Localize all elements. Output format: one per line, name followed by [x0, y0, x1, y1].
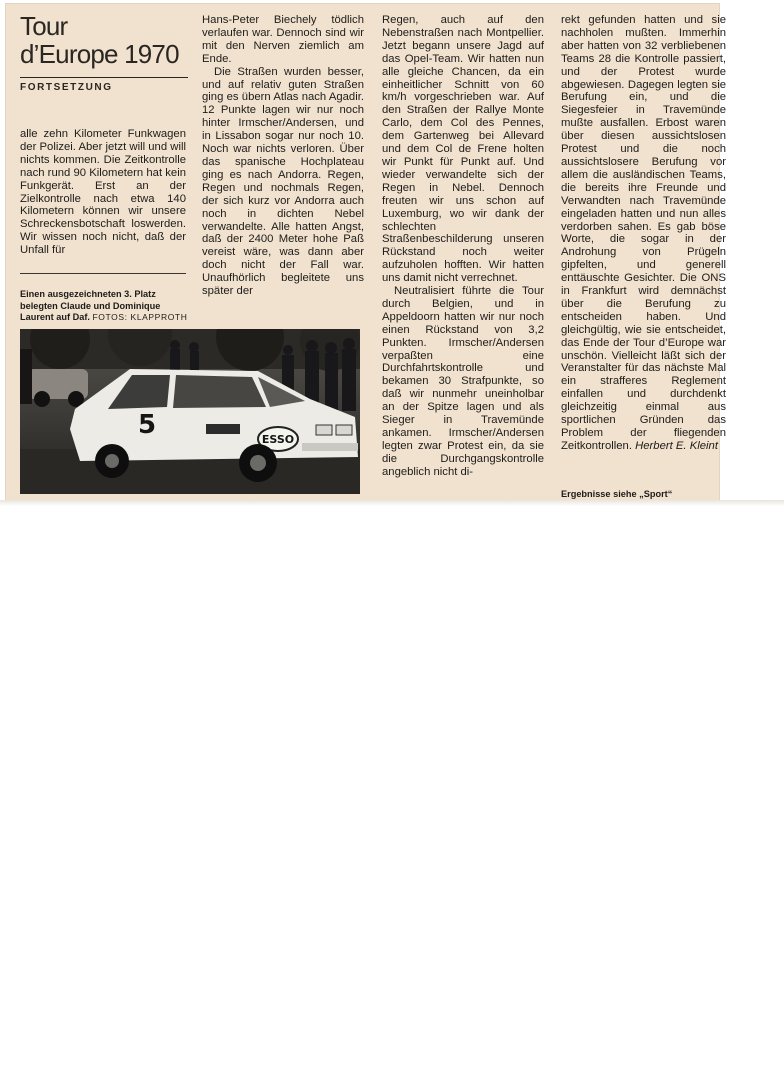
column-1-text: alle zehn Kilometer Funkwagen der Polizei. Aber jetzt will und will nichts kommen. Die Zeitkontrolle nach rund 90 Kilometern hat kein Funkgerät. Erst an der Zielkontrolle nach etwa 140 Kilometern können wir unsere Schreckensbotschaft loswerden. Wir wissen noch nicht, daß der Unfall für — [20, 128, 186, 257]
results-note: Ergebnisse siehe „Sport“ — [561, 489, 673, 499]
author-signoff: Herbert E. Kleint — [635, 439, 718, 452]
article-title — [20, 12, 190, 68]
article-kicker: FORTSETZUNG — [20, 82, 113, 93]
column-3 — [382, 14, 544, 479]
caption-text: Einen ausgezeichneten 3. Platz belegten Claude und Dominique Laurent auf Daf. — [20, 289, 161, 322]
column-4-text — [561, 14, 726, 453]
photo-credit: FOTOS: KLAPPROTH — [92, 312, 188, 322]
column-2-paragraph-2: Die Straßen wurden besser, und auf relativ guten Straßen ging es übern Atlas nach Agadir. 12 Punkte lagen wir nur noch hinter Irmscher/Andersen, und in Lissabon sogar nur noch 10. Noch war nichts verloren. Über das spanische Hochplateau ging es nach Andorra. Regen, Regen und nochmals Regen, der sich kurz vor Andorra auch noch in dichten Nebel verwandelte. Alle hatten Angst, daß der 2400 Meter hohe Paß vereist wäre, was dann aber doch nicht der Fall war. Unaufhörlich begleitete uns später der — [202, 65, 364, 298]
title-line-1: Tour — [20, 11, 68, 41]
sponsor-logo: ESSO — [261, 433, 295, 446]
page-background-edge — [0, 500, 784, 506]
column-4-body: rekt gefunden hatten und sie nachholen mußten. Immerhin aber hatten von 32 verbliebenen Teams 28 die Kontrolle passiert, und der Protest wurde abgewiesen. Dagegen legten sie Berufung ein, und die Siegesfeier in Travemünde mußte ausfallen. Erbost waren über diesen aussichtslosen Protest und die noch aussichtslosere Berufung vor allem die ausländischen Teams, die bereits ihre Freunde und Verwandten nach Travemünde eingeladen hatten und nun alles verdorben sahen. Es gab böse Worte, die sogar in der Androhung von Prügeln gipfelten, und generell enttäuschte Gesichter. Die ONS in Frankfurt wird demnächst über die Berufung zu entscheiden haben. Und gleichgültig, wie sie entscheidet, das Ende der Tour d’Europe war unschön. Vielleicht läßt sich der Veranstalter für das nächste Mal ein strafferes Reglement einfallen und durchdenkt gleichzeitig einmal aus sportlichen Gründen das Problem der fliegenden Zeitkontrollen. — [561, 14, 726, 452]
rally-car-illustration — [20, 329, 360, 494]
caption-rule — [20, 273, 186, 274]
column-3-paragraph-2: Neutralisiert führte die Tour durch Belgien, und in Appeldoorn hatten wir nur noch einen Rückstand von 3,2 Punkten. Irmscher/Andersen verpaßten eine Durchfahrtskontrolle und bekamen 30 Strafpunkte, so daß wir nunmehr uneinholbar an der Spitze lagen und als Sieger in Travemünde ankamen. Irmscher/Andersen legten zwar Protest ein, da sie die Durchgangskontrolle angeblich nicht di- — [382, 285, 544, 478]
title-rule — [20, 77, 188, 78]
photo-caption — [20, 289, 190, 324]
column-4 — [561, 14, 726, 453]
rally-car-photo — [20, 329, 360, 494]
column-2-paragraph-1: Hans-Peter Biechely tödlich verlaufen war. Dennoch sind wir mit den Nerven ziemlich am Ende. — [202, 14, 364, 65]
column-1 — [20, 128, 186, 257]
car-number: 5 — [138, 410, 157, 440]
column-3-paragraph-1: Regen, auch auf den Nebenstraßen nach Montpellier. Jetzt begann unsere Jagd auf das Opel-Team. Wir hatten nun alle gleiche Chancen, da ein einheitlicher Schnitt von 60 km/h vorgeschrieben war. Auf den Straßen der Rallye Monte Carlo, dem Col des Pennes, dem Gartenweg bei Allevard und dem Col de Frene holten wir Punkt für Punkt auf. Und wieder verwandelte sich der Regen in Nebel. Dennoch freuten wir uns schon auf Luxemburg, wo wir dank der schlechten Straßenbeschilderung unseren Rückstand noch weiter aufzuholen hofften. Wir hatten uns damit nicht verrechnet. — [382, 14, 544, 285]
newspaper-clipping — [6, 4, 726, 504]
title-line-2: d’Europe 1970 — [20, 39, 179, 69]
column-2 — [202, 14, 364, 298]
